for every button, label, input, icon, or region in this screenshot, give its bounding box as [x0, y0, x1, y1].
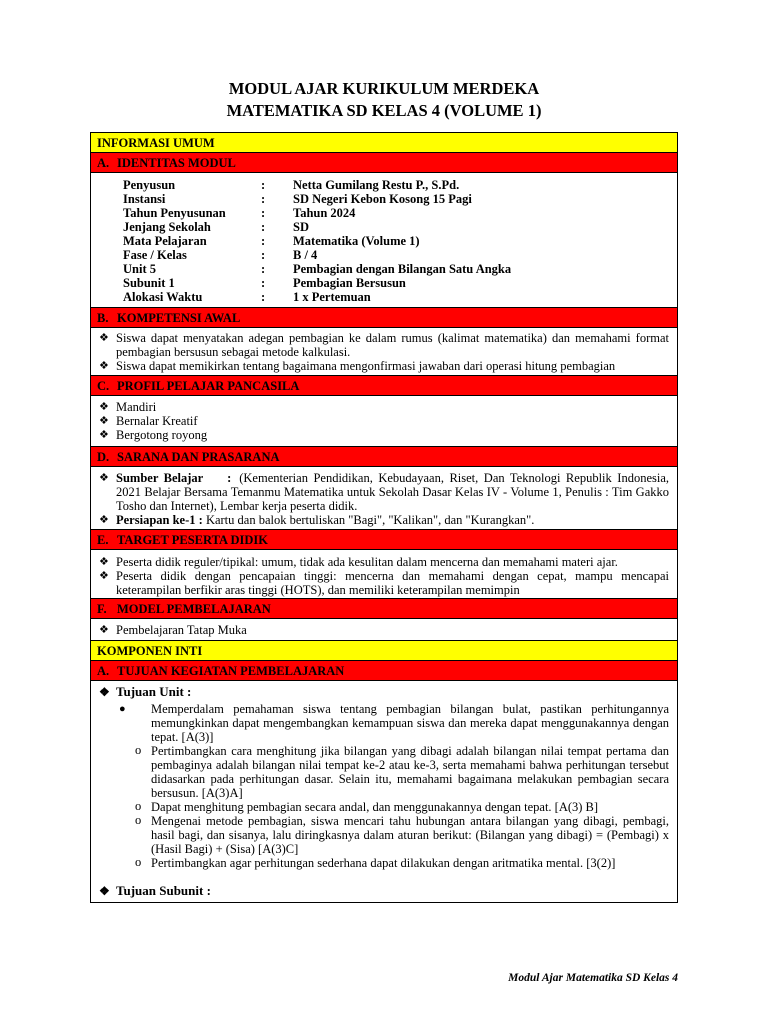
persiapan-label: Persiapan ke-1 :	[116, 513, 203, 527]
module-table	[90, 132, 678, 903]
document-title-line2: MATEMATIKA SD KELAS 4 (VOLUME 1)	[226, 101, 542, 120]
identity-value: 1 x Pertemuan	[293, 290, 371, 304]
diamond-bullet-icon: ❖	[99, 332, 109, 344]
list-item-text: Pembelajaran Tatap Muka	[116, 623, 247, 637]
section-informasi-umum: INFORMASI UMUM	[91, 133, 677, 153]
list-item	[99, 814, 669, 856]
list-item	[99, 856, 669, 870]
diamond-bullet-icon: ❖	[99, 514, 109, 526]
identity-colon: :	[261, 192, 266, 206]
identity-colon: :	[261, 220, 266, 234]
section-letter: C.	[97, 379, 110, 393]
diamond-bullet-icon: ❖	[99, 624, 109, 636]
identity-key: Tahun Penyusunan	[123, 206, 226, 220]
identity-colon: :	[261, 248, 266, 262]
identity-key: Mata Pelajaran	[123, 234, 207, 248]
diamond-bullet-icon: ❖	[99, 415, 109, 427]
kompetensi-body	[91, 328, 677, 376]
identity-key: Subunit 1	[123, 276, 175, 290]
list-item-text: Pertimbangkan cara menghitung jika bilangan yang dibagi adalah bilangan nilai tempat pertama dan pembaginya adalah bilangan nilai tempat ke-2 atau ke-3, serta memahami bahwa perhitungan tersebut didasarkan pada perhitungan dasar. Selain itu, memahami bagaimana melakukan pembagian secara bersusun. [A(3)A]	[151, 744, 669, 800]
list-item-text: Siswa dapat menyatakan adegan pembagian ke dalam rumus (kalimat matematika) dan memahami format pembagian bersusun sebagai metode kalkulasi.	[116, 331, 669, 359]
identity-value: B / 4	[293, 248, 318, 262]
profil-body	[91, 396, 677, 447]
section-target-peserta	[91, 530, 677, 550]
identity-colon: :	[261, 262, 266, 276]
diamond-bullet-icon: ❖	[99, 429, 109, 441]
tujuan-unit-label: Tujuan Unit :	[116, 684, 192, 699]
list-item-text: Mengenai metode pembagian, siswa mencari tahu hubungan antara bilangan yang dibagi, pembagi, hasil bagi, dan sisanya, lalu diringkasnya dalam aturan berikut: (Bilangan yang dibagi) = (Pembagi) x (Hasil Bagi) + (Sisa) [A(3)C]	[151, 814, 669, 856]
circle-bullet-icon: o	[135, 799, 142, 813]
list-item-text: Peserta didik reguler/tipikal: umum, tidak ada kesulitan dalam mencerna dan memahami materi ajar.	[116, 555, 618, 569]
list-item	[99, 555, 669, 569]
identity-value: SD Negeri Kebon Kosong 15 Pagi	[293, 192, 472, 206]
identity-value: Tahun 2024	[293, 206, 356, 220]
section-title: PROFIL PELAJAR PANCASILA	[117, 379, 300, 393]
circle-bullet-icon: o	[135, 813, 142, 827]
list-item-text: Siswa dapat memikirkan tentang bagaimana mengonfirmasi jawaban dari operasi hitung pembagian	[116, 359, 616, 373]
tujuan-unit-heading	[99, 685, 669, 699]
document-title-line1: MODUL AJAR KURIKULUM MERDEKA	[228, 79, 540, 98]
list-item	[99, 513, 669, 527]
identity-value: Netta Gumilang Restu P., S.Pd.	[293, 178, 460, 192]
section-profil-pelajar	[91, 376, 677, 396]
list-item	[99, 744, 669, 800]
identity-value: Matematika (Volume 1)	[293, 234, 420, 248]
section-komponen-inti: KOMPONEN INTI	[91, 641, 677, 661]
list-item	[99, 623, 669, 637]
diamond-bullet-icon: ❖	[99, 685, 110, 699]
section-letter: A.	[97, 156, 110, 170]
list-item-text: Dapat menghitung pembagian secara andal, dan menggunakannya dengan tepat. [A(3) B]	[151, 800, 599, 814]
tujuan-subunit-label: Tujuan Subunit :	[116, 883, 211, 898]
circle-bullet-icon: o	[135, 855, 142, 869]
identity-value: SD	[293, 220, 309, 234]
list-item	[99, 414, 669, 428]
list-item	[99, 569, 669, 597]
identity-colon: :	[261, 234, 266, 248]
section-identitas-modul	[91, 153, 677, 173]
section-title: TARGET PESERTA DIDIK	[117, 533, 268, 547]
section-letter: D.	[97, 450, 110, 464]
identity-key: Penyusun	[123, 178, 176, 192]
section-title: TUJUAN KEGIATAN PEMBELAJARAN	[117, 664, 345, 678]
model-body	[91, 619, 677, 641]
identitas-body	[91, 173, 677, 308]
identity-row	[99, 178, 669, 192]
identity-key: Jenjang Sekolah	[123, 220, 211, 234]
list-item	[99, 471, 669, 513]
list-item-text: Peserta didik dengan pencapaian tinggi: mencerna dan memahami dengan cepat, mampu mencapai keterampilan berfikir aras tinggi (HOTS), dan memiliki keterampilan memimpin	[116, 569, 669, 597]
identity-row	[99, 234, 669, 248]
identity-value: Pembagian Bersusun	[293, 276, 406, 290]
identity-row	[99, 206, 669, 220]
identity-row	[99, 248, 669, 262]
identity-colon: :	[261, 178, 266, 192]
persiapan-text: Kartu dan balok bertuliskan "Bagi", "Kalikan", dan "Kurangkan".	[205, 513, 535, 527]
section-title: IDENTITAS MODUL	[117, 156, 236, 170]
section-letter: F.	[97, 602, 107, 616]
section-title: SARANA DAN PRASARANA	[117, 450, 280, 464]
identity-row	[99, 262, 669, 276]
page-footer: Modul Ajar Matematika SD Kelas 4	[508, 972, 678, 984]
sumber-belajar-colon: :	[227, 471, 232, 485]
diamond-bullet-icon: ❖	[99, 401, 109, 413]
identity-row	[99, 276, 669, 290]
sarana-body	[91, 467, 677, 530]
list-item-text: Mandiri	[116, 400, 157, 414]
identity-key: Alokasi Waktu	[123, 290, 203, 304]
identity-row	[99, 290, 669, 304]
tujuan-body	[91, 681, 677, 903]
dot-bullet-icon: ●	[119, 703, 126, 715]
list-item-text: Bergotong royong	[116, 428, 208, 442]
list-item-text: Pertimbangkan agar perhitungan sederhana dapat dilakukan dengan aritmatika mental. [3(2)]	[151, 856, 616, 870]
identity-colon: :	[261, 276, 266, 290]
section-model-pembelajaran	[91, 599, 677, 619]
identity-key: Instansi	[123, 192, 166, 206]
list-item	[99, 702, 669, 744]
section-sarana-prasarana	[91, 447, 677, 467]
identity-colon: :	[261, 290, 266, 304]
sumber-belajar-label: Sumber Belajar	[116, 471, 204, 485]
diamond-bullet-icon: ❖	[99, 360, 109, 372]
identity-colon: :	[261, 206, 266, 220]
diamond-bullet-icon: ❖	[99, 472, 109, 484]
identity-row	[99, 220, 669, 234]
section-tujuan-kegiatan	[91, 661, 677, 681]
section-title: MODEL PEMBELAJARAN	[117, 602, 271, 616]
diamond-bullet-icon: ❖	[99, 884, 110, 898]
list-item	[99, 800, 669, 814]
tujuan-subunit-heading	[99, 884, 669, 898]
identity-key: Unit 5	[123, 262, 156, 276]
sumber-belajar-text: (Kementerian Pendidikan, Kebudayaan, Riset, Dan Teknologi Republik Indonesia, 2021 Belajar Bersama Temanmu Matematika untuk Sekolah Dasar Kelas IV - Volume 1, Penulis : Tim Gakko Tosho dan Internet), Lembar kerja peserta didik.	[116, 471, 669, 513]
diamond-bullet-icon: ❖	[99, 570, 109, 582]
circle-bullet-icon: o	[135, 743, 142, 757]
list-item	[99, 428, 669, 442]
section-title: KOMPETENSI AWAL	[117, 311, 241, 325]
list-item	[99, 359, 669, 373]
list-item-text: Bernalar Kreatif	[116, 414, 198, 428]
list-item	[99, 331, 669, 359]
section-letter: B.	[97, 311, 109, 325]
target-body	[91, 550, 677, 599]
section-letter: E.	[97, 533, 109, 547]
identity-row	[99, 192, 669, 206]
diamond-bullet-icon: ❖	[99, 556, 109, 568]
identity-key: Fase / Kelas	[123, 248, 187, 262]
section-letter: A.	[97, 664, 110, 678]
list-item-text: Memperdalam pemahaman siswa tentang pembagian bilangan bulat, pastikan perhitungannya memungkinkan dapat mengembangkan kemampuan siswa dan mereka dapat menggunakannya dengan tepat. [A(3)]	[151, 702, 669, 744]
list-item	[99, 400, 669, 414]
section-kompetensi-awal	[91, 308, 677, 328]
identity-value: Pembagian dengan Bilangan Satu Angka	[293, 262, 512, 276]
